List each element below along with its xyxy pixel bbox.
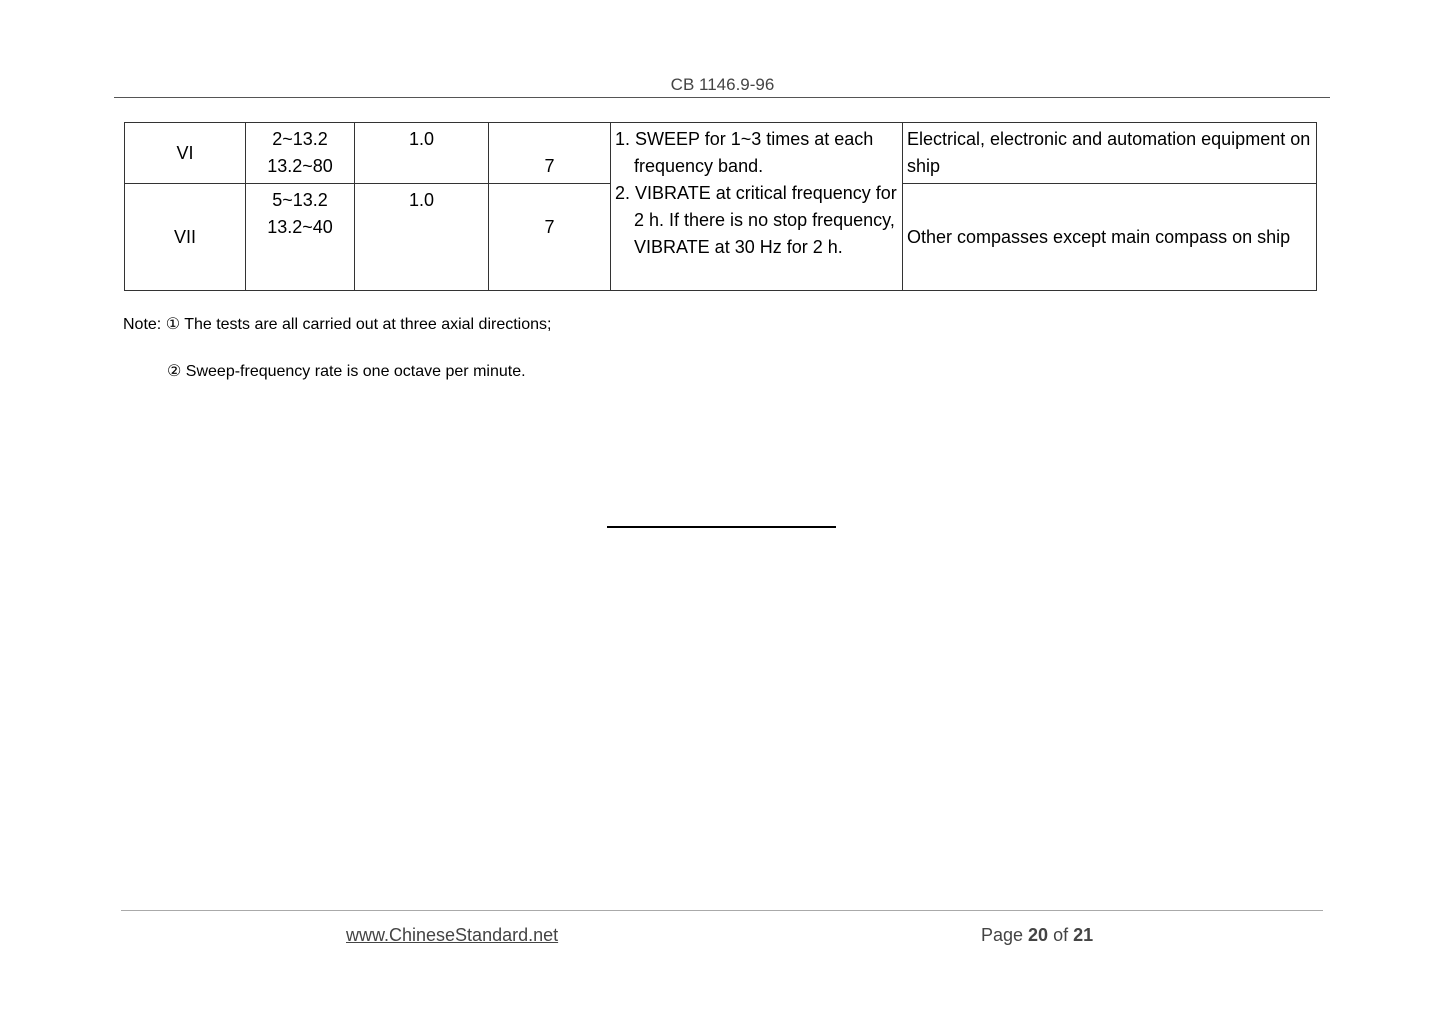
page-of: of (1048, 925, 1074, 945)
value-cell: 1.0 (355, 184, 489, 291)
frequency-range: 2~13.2 (272, 129, 328, 149)
application-cell: Electrical, electronic and automation equipment on ship (903, 123, 1317, 184)
grade-cell: VII (125, 184, 246, 291)
end-rule (607, 526, 836, 528)
page-total: 21 (1073, 925, 1094, 945)
procedure-step: 2. VIBRATE at critical frequency for 2 h. If there is no stop frequency, VIBRATE at 30 Hz for 2 h. (615, 183, 897, 257)
note-label: Note: (123, 316, 166, 333)
header-divider (114, 97, 1330, 98)
procedure-cell (611, 123, 903, 291)
application-cell: Other compasses except main compass on ship (903, 184, 1317, 291)
note-item: ② Sweep-frequency rate is one octave per minute. (167, 363, 526, 380)
page-indicator (981, 925, 1093, 946)
note-item: ① The tests are all carried out at three axial directions; (165, 316, 552, 333)
frequency-range: 13.2~80 (267, 156, 333, 176)
grade-cell: VI (125, 123, 246, 184)
procedure-step: 1. SWEEP for 1~3 times at each frequency band. (615, 129, 874, 176)
website-link[interactable]: www.ChineseStandard.net (346, 925, 559, 945)
page-current: 20 (1028, 925, 1049, 945)
page-prefix: Page (981, 925, 1029, 945)
document-code-header: CB 1146.9-96 (670, 75, 775, 94)
footer-divider (121, 910, 1323, 911)
note-line-1 (123, 314, 551, 334)
table-row (125, 123, 1317, 184)
value-cell: 1.0 (355, 123, 489, 184)
vibration-test-table (124, 122, 1317, 291)
frequency-cell (246, 123, 355, 184)
value-cell: 7 (489, 184, 611, 291)
frequency-range: 13.2~40 (267, 217, 333, 237)
frequency-range: 5~13.2 (272, 190, 328, 210)
value-cell: 7 (489, 123, 611, 184)
frequency-cell (246, 184, 355, 291)
